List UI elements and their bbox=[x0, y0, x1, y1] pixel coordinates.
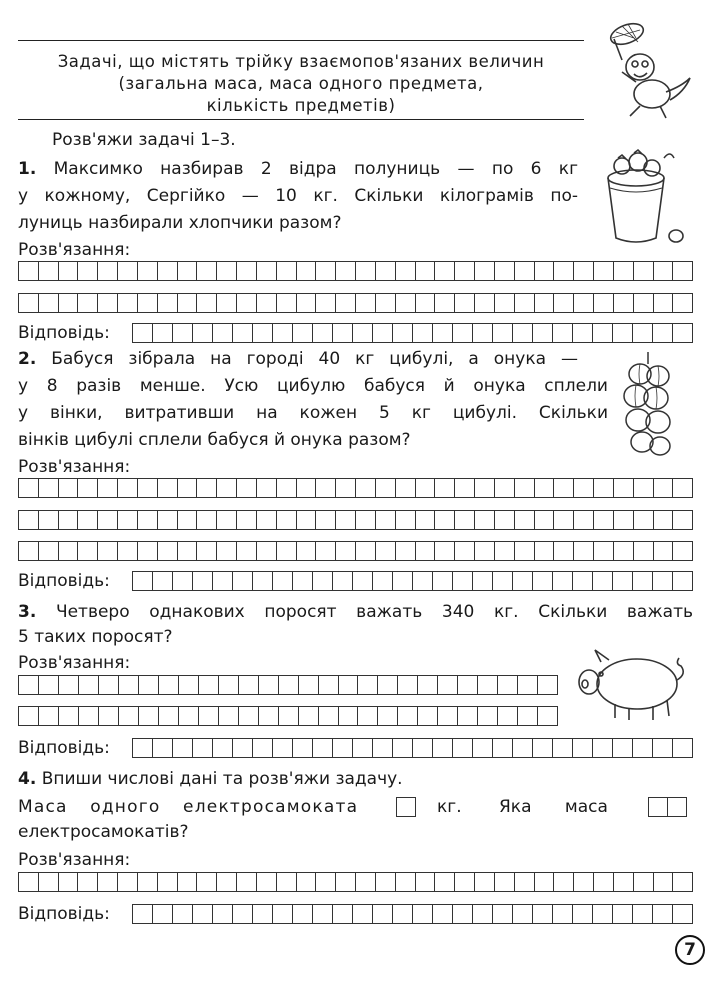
task-4-question-text: Яка маса bbox=[499, 797, 608, 817]
task-2-line-1 bbox=[18, 347, 578, 371]
header-title-line-2: (загальна маса, маса одного предмета, bbox=[118, 74, 484, 93]
task-1-solution-label: Розв'язання: bbox=[18, 240, 131, 260]
task-4-solution-grid-row-1[interactable] bbox=[18, 872, 693, 892]
task-4-mass-input-box[interactable] bbox=[396, 797, 416, 817]
header-top-rule bbox=[18, 40, 584, 41]
task-4-count-input-box-2[interactable] bbox=[667, 797, 687, 817]
task-2-line-4: вінків цибулі сплели бабуся й онука разом? bbox=[18, 430, 411, 450]
task-3-text-1: Четверо однакових поросят важать 340 кг. Скільки важать bbox=[55, 602, 693, 622]
task-1-line-2: у кожному, Сергійко — 10 кг. Скільки кілограмів по- bbox=[18, 186, 578, 206]
task-3-solution-grid-row-2[interactable] bbox=[18, 706, 558, 726]
task-3-solution-grid-row-1[interactable] bbox=[18, 675, 558, 695]
task-2-line-2: у 8 разів менше. Усю цибулю бабуся й онука сплели bbox=[18, 376, 608, 396]
page-number: 7 bbox=[675, 935, 705, 965]
task-2-line-3: у вінки, витративши на кожен 5 кг цибулі. Скільки bbox=[18, 403, 608, 423]
mascot-illustration bbox=[600, 12, 700, 122]
task-2-solution-grid-row-2[interactable] bbox=[18, 510, 693, 530]
onion-braid-illustration bbox=[618, 350, 678, 465]
task-1-text-1: Максимко назбирав 2 відра полуниць — по 6 кг bbox=[53, 159, 578, 179]
task-3-answer-grid[interactable] bbox=[132, 738, 693, 758]
task-3-solution-label: Розв'язання: bbox=[18, 653, 131, 673]
task-3-line-2: 5 таких поросят? bbox=[18, 627, 173, 647]
task-1-answer-grid[interactable] bbox=[132, 323, 693, 343]
task-1-solution-grid-row-2[interactable] bbox=[18, 293, 693, 313]
task-2-solution-grid-row-3[interactable] bbox=[18, 541, 693, 561]
header-title-line-1: Задачі, що містять трійку взаємопов'язаних величин bbox=[57, 52, 545, 71]
task-4-heading-text: Впиши числові дані та розв'яжи задачу. bbox=[41, 769, 403, 789]
task-4-count-input-box-1[interactable] bbox=[648, 797, 668, 817]
task-1-line-1 bbox=[18, 157, 578, 181]
task-1-number: 1. bbox=[18, 159, 37, 179]
task-2-text-1: Бабуся зібрала на городі 40 кг цибулі, а онука — bbox=[51, 349, 579, 369]
task-4-number: 4. bbox=[18, 769, 37, 789]
task-3-line-1 bbox=[18, 600, 693, 624]
bucket-of-strawberries-illustration bbox=[598, 148, 693, 248]
task-1-solution-grid-row-1[interactable] bbox=[18, 261, 693, 281]
intro-text: Розв'яжи задачі 1–3. bbox=[52, 130, 236, 150]
task-3-answer-label: Відповідь: bbox=[18, 738, 110, 758]
task-2-number: 2. bbox=[18, 349, 37, 369]
task-2-solution-label: Розв'язання: bbox=[18, 457, 131, 477]
task-3-number: 3. bbox=[18, 602, 37, 622]
task-4-solution-label: Розв'язання: bbox=[18, 850, 131, 870]
task-4-heading bbox=[18, 767, 403, 791]
task-4-unit-text: кг. bbox=[437, 797, 462, 817]
pig-illustration bbox=[575, 644, 690, 724]
task-1-line-3: луниць назбирали хлопчики разом? bbox=[18, 213, 342, 233]
header-bottom-rule bbox=[18, 119, 584, 120]
task-2-answer-grid[interactable] bbox=[132, 571, 693, 591]
task-2-solution-grid-row-1[interactable] bbox=[18, 478, 693, 498]
task-4-line-2: електросамокатів? bbox=[18, 822, 189, 842]
task-1-answer-label: Відповідь: bbox=[18, 323, 110, 343]
task-4-answer-label: Відповідь: bbox=[18, 904, 110, 924]
task-4-mass-text: Маса одного електросамоката bbox=[18, 797, 359, 817]
header-title-line-3: кількість предметів) bbox=[206, 96, 396, 115]
task-2-answer-label: Відповідь: bbox=[18, 571, 110, 591]
task-4-answer-grid[interactable] bbox=[132, 904, 693, 924]
